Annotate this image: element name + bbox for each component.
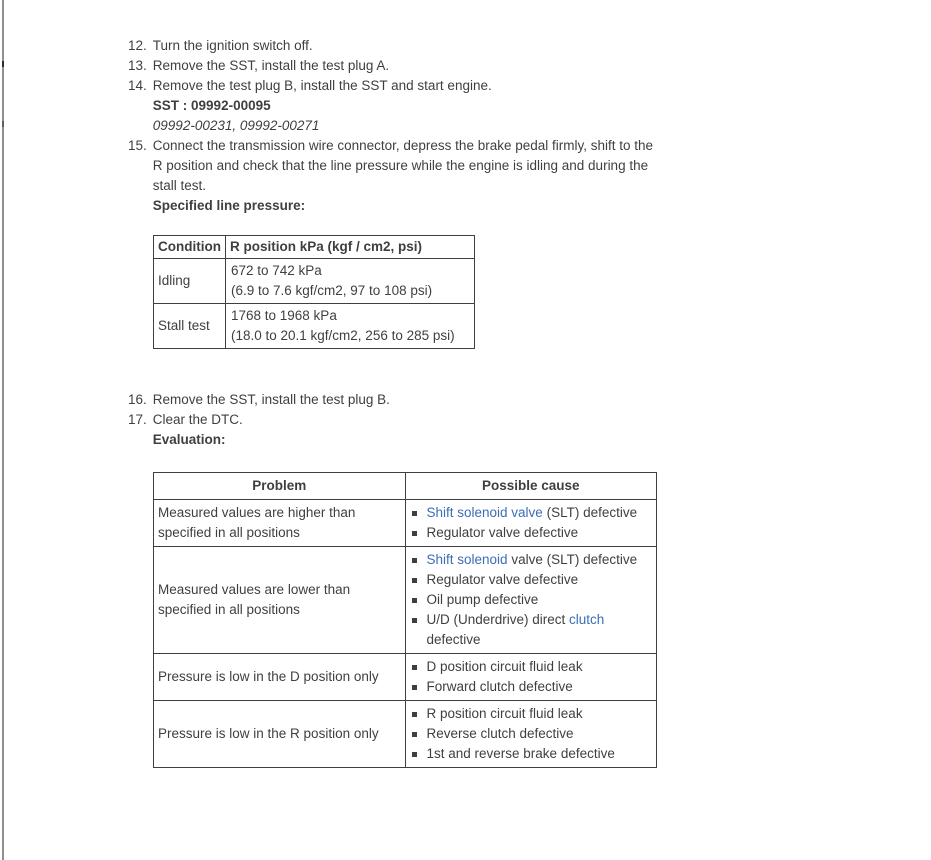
bullet-square-icon <box>412 598 417 603</box>
problem-cell: Measured values are higher than specified in all positions <box>154 500 406 547</box>
value-kgf-psi: (18.0 to 20.1 kgf/cm2, 256 to 285 psi) <box>230 328 455 343</box>
clutch-link[interactable]: clutch <box>569 612 605 627</box>
specified-line-pressure-table <box>153 235 475 349</box>
left-bar-notch-mid <box>2 121 4 127</box>
step-12 <box>128 36 818 56</box>
sst-alternate-numbers: 09992-00231, 09992-00271 <box>152 118 320 133</box>
cause-text-segment: defective <box>426 632 481 647</box>
step-text: Remove the SST, install the test plug B. <box>152 392 390 407</box>
step-text: Turn the ignition switch off. <box>152 38 313 53</box>
condition-cell: Idling <box>154 259 226 304</box>
cause-item <box>412 503 653 523</box>
value-kgf-psi: (6.9 to 7.6 kgf/cm2, 97 to 108 psi) <box>230 283 433 298</box>
evaluation-label: Evaluation: <box>152 432 226 447</box>
problem-cell: Pressure is low in the D position only <box>154 654 406 701</box>
table-row <box>154 500 657 547</box>
cause-text: R position circuit fluid leak <box>426 706 583 721</box>
bullet-square-icon <box>412 578 417 583</box>
step-14 <box>128 76 818 136</box>
table-row <box>154 304 475 349</box>
table-row <box>154 701 657 768</box>
cause-item <box>412 744 653 764</box>
table-row <box>154 259 475 304</box>
sst-number: SST : 09992-00095 <box>152 98 271 113</box>
step-17 <box>128 410 818 450</box>
cause-item <box>412 724 653 744</box>
column-header-problem: Problem <box>154 473 406 500</box>
bullet-square-icon <box>412 685 417 690</box>
value-kpa: 672 to 742 kPa <box>230 263 322 278</box>
cause-item <box>412 704 653 724</box>
value-kpa: 1768 to 1968 kPa <box>230 308 337 323</box>
causes-cell <box>405 547 657 654</box>
step-number: 15. <box>128 138 147 153</box>
condition-cell: Stall test <box>154 304 226 349</box>
step-text: Remove the SST, install the test plug A. <box>152 58 390 73</box>
problem-cell: Pressure is low in the R position only <box>154 701 406 768</box>
table-header-row <box>154 473 657 500</box>
bullet-square-icon <box>412 618 417 623</box>
cause-item <box>412 550 653 570</box>
column-header-r-position: R position kPa (kgf / cm2, psi) <box>225 236 474 259</box>
cause-item <box>412 610 653 650</box>
spacer <box>128 349 818 390</box>
step-text-line: Clear the DTC. <box>152 412 243 427</box>
cause-text: Oil pump defective <box>426 592 539 607</box>
evaluation-table <box>153 472 657 768</box>
cause-text-segment: valve (SLT) defective <box>507 552 638 567</box>
bullet-square-icon <box>412 558 417 563</box>
step-number: 12. <box>128 38 147 53</box>
problem-cell: Measured values are lower than specified in all positions <box>154 547 406 654</box>
causes-cell <box>405 701 657 768</box>
step-number: 14. <box>128 78 147 93</box>
step-16 <box>128 390 818 410</box>
column-header-condition: Condition <box>154 236 226 259</box>
causes-cell <box>405 500 657 547</box>
cause-text: Forward clutch defective <box>426 679 573 694</box>
step-text <box>153 76 658 136</box>
shift-solenoid-link[interactable]: Shift solenoid <box>426 552 508 567</box>
cause-text-segment: U/D (Underdrive) direct <box>426 612 570 627</box>
step-text-line: Remove the test plug B, install the SST and start engine. <box>152 78 492 93</box>
step-15 <box>128 136 818 216</box>
left-bar-notch-top <box>2 61 4 67</box>
value-cell <box>225 304 474 349</box>
cause-text-segment: (SLT) defective <box>542 505 638 520</box>
step-text <box>153 410 658 450</box>
step-number: 16. <box>128 392 147 407</box>
cause-text <box>427 503 653 523</box>
value-cell <box>225 259 474 304</box>
cause-text: Regulator valve defective <box>426 572 579 587</box>
step-text-line: Connect the transmission wire connector, depress the brake pedal firmly, shift to the R position and check that the line pressure while the engine is idling and during the stall test. <box>152 138 654 193</box>
table-header-row <box>154 236 475 259</box>
column-header-possible-cause: Possible cause <box>405 473 657 500</box>
cause-item <box>412 523 653 543</box>
bullet-square-icon <box>412 511 417 516</box>
cause-item <box>412 570 653 590</box>
step-number: 13. <box>128 58 147 73</box>
cause-item <box>412 657 653 677</box>
causes-cell <box>405 654 657 701</box>
cause-text: 1st and reverse brake defective <box>426 746 615 761</box>
step-number: 17. <box>128 412 147 427</box>
cause-item <box>412 677 653 697</box>
cause-text <box>427 610 653 650</box>
cause-text: D position circuit fluid leak <box>426 659 583 674</box>
cause-item <box>412 590 653 610</box>
procedure-content <box>128 36 818 768</box>
table-row <box>154 654 657 701</box>
bullet-square-icon <box>412 665 417 670</box>
cause-text: Reverse clutch defective <box>426 726 574 741</box>
bullet-square-icon <box>412 531 417 536</box>
cause-text: Regulator valve defective <box>426 525 579 540</box>
specified-line-pressure-label: Specified line pressure: <box>152 198 306 213</box>
step-text <box>153 136 658 216</box>
bullet-square-icon <box>412 712 417 717</box>
bullet-square-icon <box>412 752 417 757</box>
shift-solenoid-valve-link[interactable]: Shift solenoid valve <box>426 505 543 520</box>
left-edge-bar <box>2 0 4 860</box>
bullet-square-icon <box>412 732 417 737</box>
table-row <box>154 547 657 654</box>
cause-text <box>427 550 653 570</box>
step-13 <box>128 56 818 76</box>
